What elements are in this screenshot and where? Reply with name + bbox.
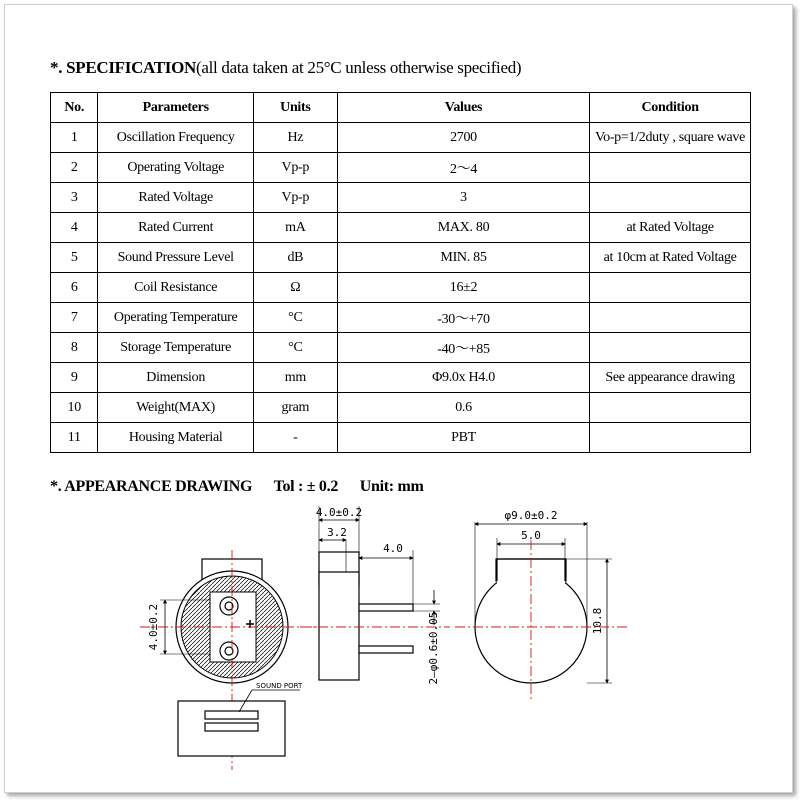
cell-unit: °C (253, 303, 337, 333)
cell-parameter: Coil Resistance (98, 273, 253, 303)
cell-no: 10 (51, 393, 98, 423)
sound-port-label: SOUND PORT (256, 682, 303, 690)
cell-no: 1 (51, 123, 98, 153)
cell-value: -40～+85 (337, 333, 589, 363)
cell-parameter: Housing Material (98, 423, 253, 453)
top-view (475, 522, 612, 683)
cell-unit: mm (253, 363, 337, 393)
cell-no: 3 (51, 183, 98, 213)
cell-condition: at 10cm at Rated Voltage (590, 243, 751, 273)
cell-unit: Vp-p (253, 153, 337, 183)
cell-parameter: Weight(MAX) (98, 393, 253, 423)
header-values: Values (337, 93, 589, 123)
appearance-title: *. APPEARANCE DRAWING (50, 478, 253, 495)
cell-no: 5 (51, 243, 98, 273)
cell-value: 2～4 (337, 153, 589, 183)
cell-parameter: Dimension (98, 363, 253, 393)
cell-parameter: Sound Pressure Level (98, 243, 253, 273)
cell-value: 2700 (337, 123, 589, 153)
diameter-label: φ9.0±0.2 (504, 509, 558, 522)
header-no: No. (51, 93, 98, 123)
cell-no: 2 (51, 153, 98, 183)
header-units: Units (253, 93, 337, 123)
cell-value: MAX. 80 (337, 213, 589, 243)
cell-no: 6 (51, 273, 98, 303)
cell-parameter: Rated Current (98, 213, 253, 243)
cell-no: 9 (51, 363, 98, 393)
cell-parameter: Operating Temperature (98, 303, 253, 333)
cell-no: 7 (51, 303, 98, 333)
cell-unit: °C (253, 333, 337, 363)
cell-value: MIN. 85 (337, 243, 589, 273)
total-height-label: 10.8 (591, 607, 604, 635)
header-condition: Condition (590, 93, 751, 123)
pin-length-label: 4.0 (383, 542, 403, 555)
cell-value: PBT (337, 423, 589, 453)
tolerance-label: Tol : ± 0.2 (273, 478, 339, 495)
cell-value: -30～+70 (337, 303, 589, 333)
cell-value: 16±2 (337, 273, 589, 303)
cell-condition: See appearance drawing (590, 363, 751, 393)
cell-unit: dB (253, 243, 337, 273)
side-body (319, 572, 359, 680)
cell-no: 8 (51, 333, 98, 363)
front-view (160, 559, 288, 683)
cell-parameter: Storage Temperature (98, 333, 253, 363)
pin-lead-top (359, 604, 413, 611)
pin-spec-label: 2–φ0.6±0.05 (427, 611, 440, 685)
unit-label: Unit: mm (359, 478, 424, 495)
cell-parameter: Rated Voltage (98, 183, 253, 213)
cell-condition: Vo-p=1/2duty , square wave (590, 123, 751, 153)
bottom-body (178, 701, 285, 756)
cell-unit: mA (253, 213, 337, 243)
cell-no: 11 (51, 423, 98, 453)
cell-parameter: Oscillation Frequency (98, 123, 253, 153)
cell-unit: Vp-p (253, 183, 337, 213)
specification-subtitle: (all data taken at 25°C unless otherwise specified) (196, 58, 522, 77)
cell-parameter: Operating Voltage (98, 153, 253, 183)
pin-spacing-label: 5.0 (521, 529, 541, 542)
cell-condition: at Rated Voltage (590, 213, 751, 243)
cell-no: 4 (51, 213, 98, 243)
cell-value: Φ9.0x H4.0 (337, 363, 589, 393)
front-height-label: 4.0±0.2 (147, 603, 160, 651)
cell-unit: Ω (253, 273, 337, 303)
cell-unit: - (253, 423, 337, 453)
side-inner-label: 3.2 (327, 526, 347, 539)
cell-unit: gram (253, 393, 337, 423)
side-width-label: 4.0±0.2 (315, 506, 363, 519)
cell-value: 3 (337, 183, 589, 213)
bottom-view (178, 690, 300, 756)
cell-unit: Hz (253, 123, 337, 153)
cell-value: 0.6 (337, 393, 589, 423)
pin-lead-bottom (359, 646, 413, 653)
header-parameters: Parameters (98, 93, 253, 123)
specification-title: *. SPECIFICATION (50, 58, 197, 77)
